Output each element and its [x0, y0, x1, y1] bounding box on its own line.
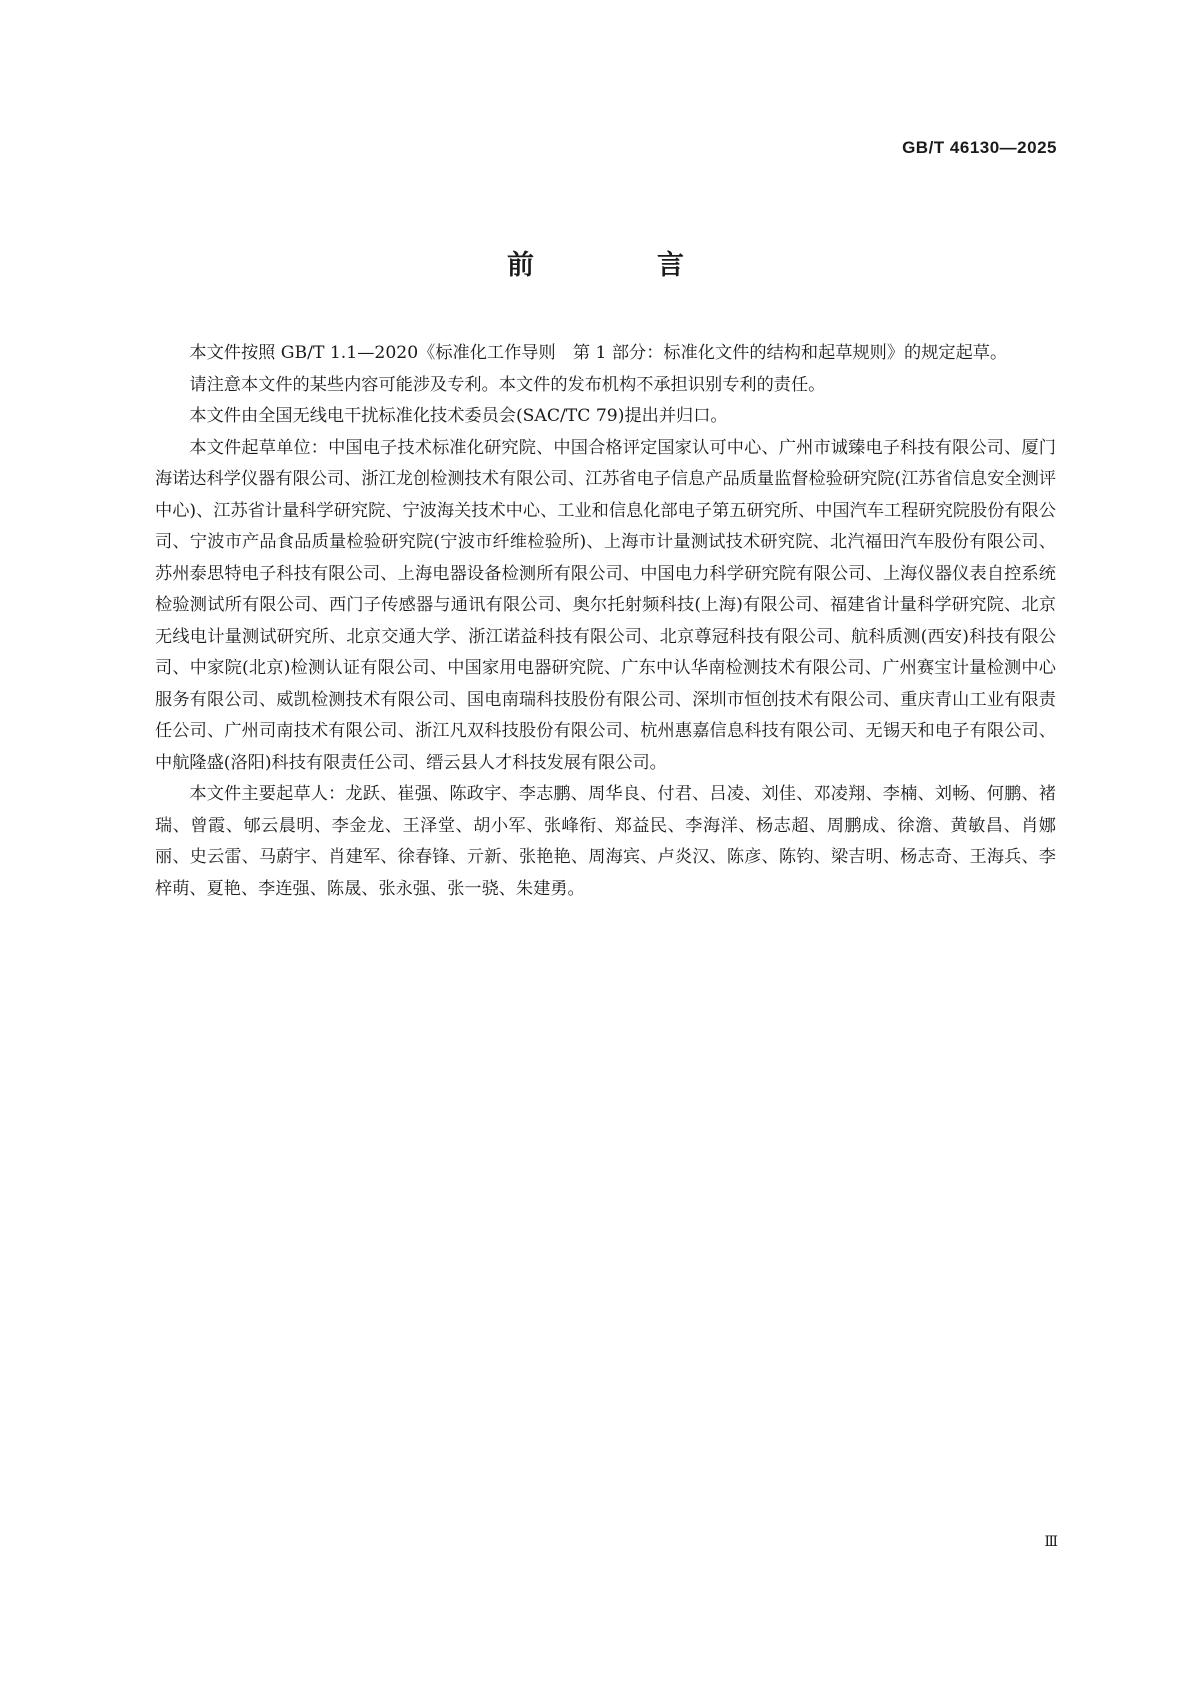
page-number: Ⅲ: [1044, 1534, 1058, 1550]
paragraph-drafting-units: 本文件起草单位：中国电子技术标准化研究院、中国合格评定国家认可中心、广州市诚臻电子科技有限公司、厦门海诺达科学仪器有限公司、浙江龙创检测技术有限公司、江苏省电子信息产品质量监督检验研究院(江苏省信息安全测评中心)、江苏省计量科学研究院、宁波海关技术中心、工业和信息化部电子第五研究所、中国汽车工程研究院股份有限公司、宁波市产品食品质量检验研究院(宁波市纤维检验所)、上海市计量测试技术研究院、北汽福田汽车股份有限公司、苏州泰思特电子科技有限公司、上海电器设备检测所有限公司、中国电力科学研究院有限公司、上海仪器仪表自控系统检验测试所有限公司、西门子传感器与通讯有限公司、奥尔托射频科技(上海)有限公司、福建省计量科学研究院、北京无线电计量测试研究所、北京交通大学、浙江诺益科技有限公司、北京尊冠科技有限公司、航科质测(西安)科技有限公司、中家院(北京)检测认证有限公司、中国家用电器研究院、广东中认华南检测技术有限公司、广州赛宝计量检测中心服务有限公司、威凯检测技术有限公司、国电南瑞科技股份有限公司、深圳市恒创技术有限公司、重庆青山工业有限责任公司、广州司南技术有限公司、浙江凡双科技股份有限公司、杭州惠嘉信息科技有限公司、无锡天和电子有限公司、中航隆盛(洛阳)科技有限责任公司、缙云县人才科技发展有限公司。: [155, 437, 1056, 773]
document-body: [155, 338, 1056, 905]
paragraph-proposer: 本文件由全国无线电干扰标准化技术委员会(SAC/TC 79)提出并归口。: [189, 406, 728, 426]
paragraph-patent-notice: 请注意本文件的某些内容可能涉及专利。本文件的发布机构不承担识别专利的责任。: [189, 374, 826, 395]
paragraph-drafters: 本文件主要起草人：龙跃、崔强、陈政宇、李志鹏、周华良、付君、吕凌、刘佳、邓凌翔、李楠、刘畅、何鹏、褚瑞、曾霞、郇云晨明、李金龙、王泽堂、胡小军、张峰衔、郑益民、李海洋、杨志超、周鹏成、徐澹、黄敏昌、肖娜丽、史云雷、马蔚宇、肖建军、徐春锋、亓新、张艳艳、周海宾、卢炎汉、陈彦、陈钧、梁吉明、杨志奇、王海兵、李梓萌、夏艳、李连强、陈晟、张永强、张一骁、朱建勇。: [155, 784, 1056, 899]
page-title: 前 言: [507, 250, 732, 281]
standard-code: GB/T 46130—2025: [902, 138, 1057, 157]
paragraph-drafting-rules: 本文件按照 GB/T 1.1—2020《标准化工作导则 第 1 部分：标准化文件的结构和起草规则》的规定起草。: [189, 343, 1008, 363]
